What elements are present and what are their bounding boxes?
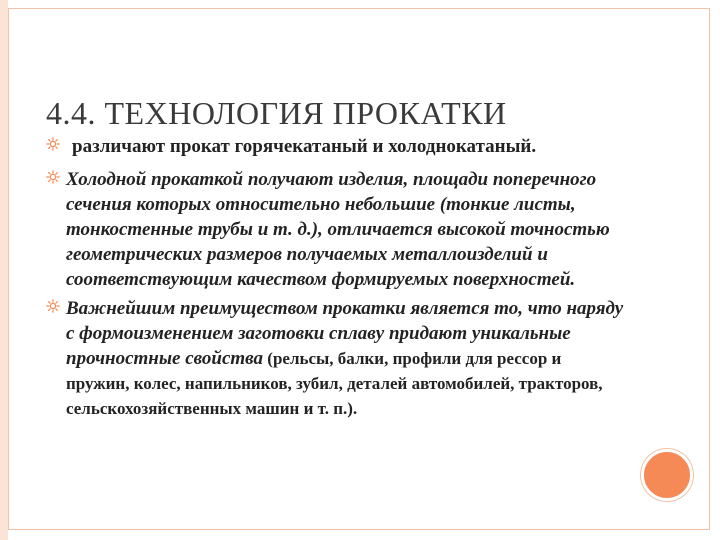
bullet-item <box>46 134 626 159</box>
bullet-text: различают прокат горячекатаный и холоднокатаный. <box>72 136 537 157</box>
orange-circle-decoration <box>641 449 693 501</box>
bullet-text-plain: (рельсы, балки, профили для рессор и пружин, колес, напильников, зубил, деталей автомобилей, тракторов, сельскохозяйственных машин и т. п.). <box>66 349 603 418</box>
bullet-item <box>46 167 626 292</box>
sun-bullet-icon <box>46 299 60 313</box>
left-decorative-stripe <box>0 0 8 540</box>
slide-title: 4.4. ТЕХНОЛОГИЯ ПРОКАТКИ <box>46 95 507 132</box>
bullet-text <box>66 298 623 419</box>
sun-bullet-icon <box>46 137 60 151</box>
bullet-text: Холодной прокаткой получают изделия, площади поперечного сечения которых относительно небольшие (тонкие листы, тонкостенные трубы и т. д.), отличается высокой точностью геометрических размеров получаемых металлоизделий и соответствующим качеством формируемых поверхностей. <box>66 169 610 290</box>
sun-bullet-icon <box>46 170 60 184</box>
bullet-list <box>46 134 626 425</box>
bullet-item <box>46 296 626 421</box>
bullet-text-italic: Важнейшим преимуществом прокатки является то, что наряду с формоизменением заготовки сплаву придают уникальные прочностные свойства <box>66 298 624 369</box>
